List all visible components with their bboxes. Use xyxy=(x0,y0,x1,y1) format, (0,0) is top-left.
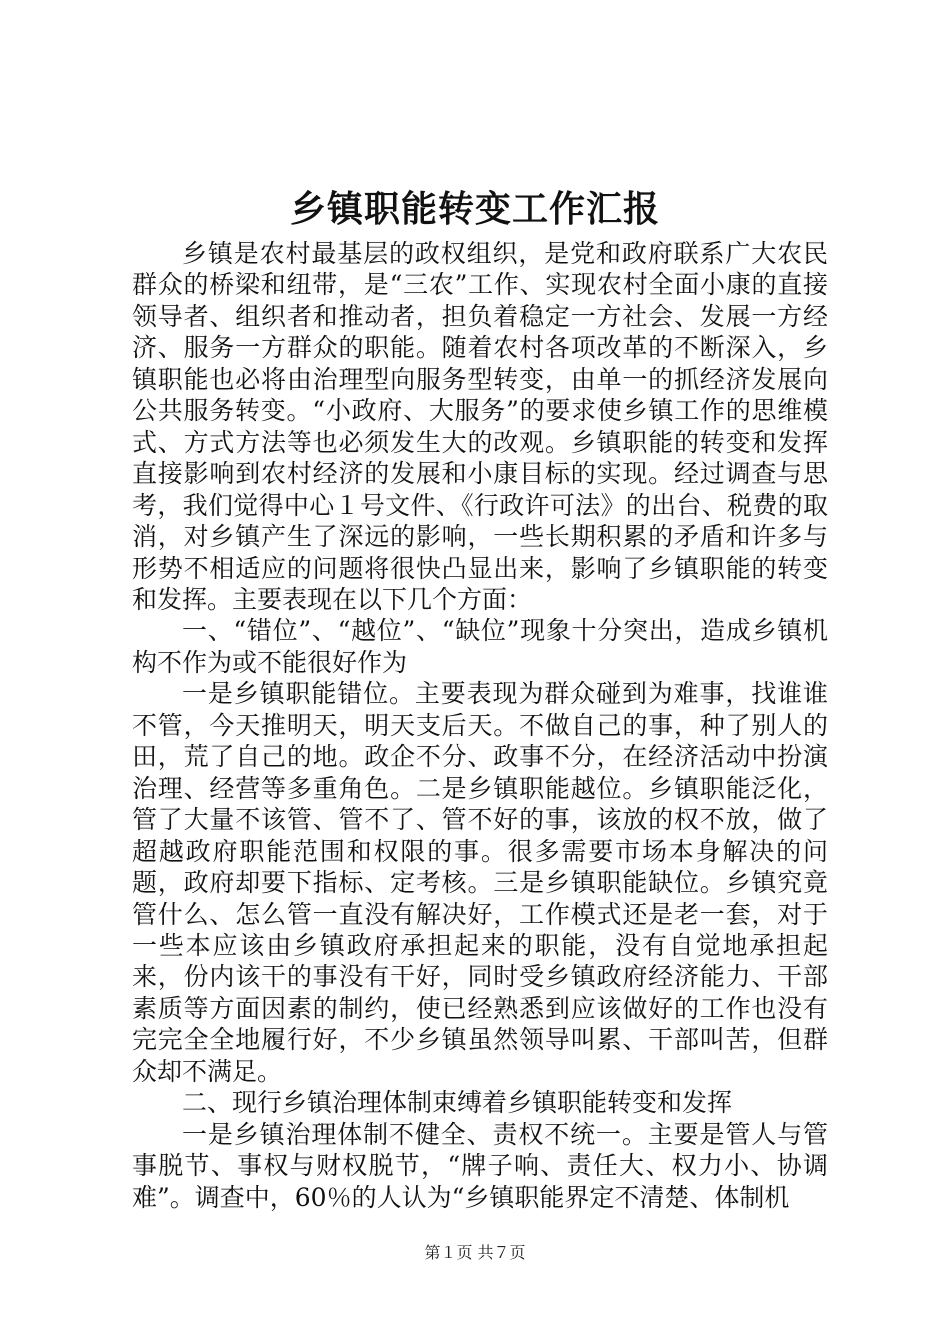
paragraph-section-2: 一是乡镇治理体制不健全、责权不统一。主要是管人与管事脱节、事权与财权脱节，“牌子响、责任大、权力小、协调难”。调查中，60％的人认为“乡镇职能界定不清楚、体制机 xyxy=(132,1119,828,1212)
paragraph-section-1: 一是乡镇职能错位。主要表现为群众碰到为难事，找谁谁不管，今天推明天，明天支后天。不做自己的事，种了别人的田，荒了自己的地。政企不分、政事不分，在经济活动中扮演治理、经营等多重角色。二是乡镇职能越位。乡镇职能泛化，管了大量不该管、管不了、管不好的事，该放的权不放，做了超越政府职能范围和权限的事。很多需要市场本身解决的问题，政府却要下指标、定考核。三是乡镇职能缺位。乡镇究竟管什么、怎么管一直没有解决好，工作模式还是老一套，对于一些本应该由乡镇政府承担起来的职能，没有自觉地承担起来，份内该干的事没有干好，同时受乡镇政府经济能力、干部素质等方面因素的制约，使已经熟悉到应该做好的工作也没有完完全全地履行好，不少乡镇虽然领导叫累、干部叫苦，但群众却不满足。 xyxy=(132,679,828,1086)
section-heading-2: 二、现行乡镇治理体制束缚着乡镇职能转变和发挥 xyxy=(182,1088,733,1118)
document-title: 乡镇职能转变工作汇报 xyxy=(289,188,660,230)
document-body xyxy=(132,238,828,1213)
page-number: 第１页 共７页 xyxy=(424,1243,526,1262)
section-heading-1: 一、“错位”、“越位”、“缺位”现象十分突出，造成乡镇机构不作为或不能很好作为 xyxy=(132,616,828,677)
paragraph-intro: 乡镇是农村最基层的政权组织，是党和政府联系广大农民群众的桥梁和纽带，是“三农”工作、实现农村全面小康的直接领导者、组织者和推动者，担负着稳定一方社会、发展一方经济、服务一方群众的职能。随着农村各项改革的不断深入，乡镇职能也必将由治理型向服务型转变，由单一的抓经济发展向公共服务转变。“小政府、大服务”的要求使乡镇工作的思维模式、方式方法等也必须发生大的改观。乡镇职能的转变和发挥直接影响到农村经济的发展和小康目标的实现。经过调查与思考，我们觉得中心１号文件、《行政许可法》的出台、税费的取消，对乡镇产生了深远的影响，一些长期积累的矛盾和许多与形势不相适应的问题将很快凸显出来，影响了乡镇职能的转变和发挥。主要表现在以下几个方面： xyxy=(132,239,828,614)
